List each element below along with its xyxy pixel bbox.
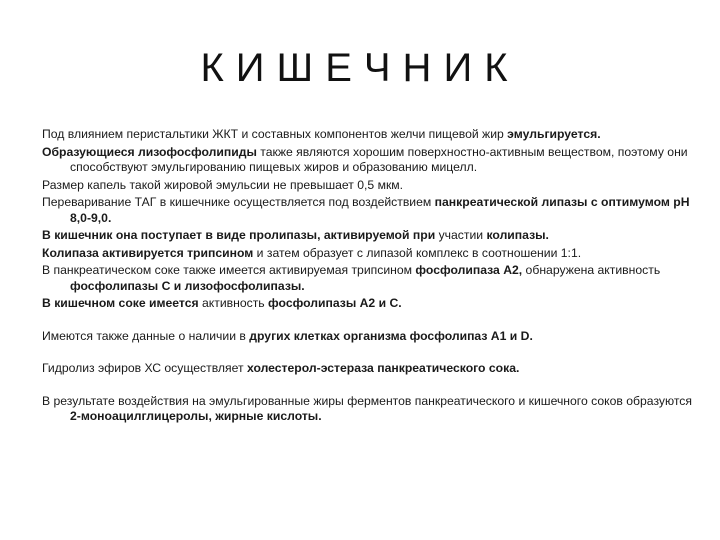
- paragraph: [42, 195, 692, 226]
- text-run: обнаружена активность: [522, 263, 661, 277]
- text-run-bold: В кишечник она поступает в виде: [42, 228, 250, 242]
- text-run: Переваривание ТАГ в кишечнике осуществляется под воздействием: [42, 195, 435, 209]
- text-run-bold: холестерол-эстераза панкреатического сока.: [246, 361, 520, 375]
- text-run-bold: Образующиеся лизофосфолипиды: [42, 144, 257, 159]
- text-run: Под влиянием перистальтики ЖКТ и составных компонентов желчи пищевой жир: [42, 127, 508, 141]
- paragraph: [42, 228, 692, 244]
- text-run: активность: [198, 296, 269, 310]
- text-run-bold: пролипазы, активируемой при: [249, 228, 436, 242]
- paragraph: [42, 296, 692, 312]
- text-run-bold: фосфолипазы С и лизофосфолипазы.: [70, 278, 305, 293]
- text-run: Размер капель такой жировой эмульсии не превышает 0,5 мкм.: [42, 177, 404, 192]
- text-run-bold: колипазы.: [486, 228, 549, 242]
- slide-title: КИШЕЧНИК: [200, 46, 520, 90]
- paragraph: [42, 145, 692, 176]
- text-run: участии: [435, 228, 487, 242]
- slide-content: [42, 127, 692, 427]
- paragraph: [42, 394, 692, 425]
- text-run-bold: В кишечном соке имеется: [42, 296, 199, 310]
- text-run-bold: фосфолипаза А2,: [415, 263, 523, 277]
- text-run-bold: панкреатической липазы с оптимумом рН 8,0-9,0.: [70, 195, 690, 225]
- paragraph: [42, 127, 692, 143]
- paragraph: [42, 361, 692, 377]
- paragraph: [42, 246, 692, 262]
- text-run: В результате воздействия на эмульгированные жиры ферментов панкреатического и кишечного соков образуются: [42, 393, 692, 408]
- text-run-bold: фосфолипазы А2 и С.: [268, 296, 402, 310]
- text-run-bold: 2-моноацилглицеролы, жирные кислоты.: [70, 409, 322, 423]
- text-run-bold: Колипаза активируется трипсином: [42, 245, 254, 260]
- text-run-bold: других клетках организма фосфолипаз А1 и D.: [249, 328, 533, 343]
- text-run-bold: эмульгируется.: [507, 127, 601, 141]
- text-run: В панкреатическом соке также имеется активируемая трипсином: [42, 263, 416, 277]
- text-run: Имеются также данные о наличии в: [42, 328, 250, 343]
- text-run: также являются хорошим поверхностно-активным веществом, поэтому они способствуют эмульгированию пищевых жиров и образованию мицелл.: [70, 144, 688, 174]
- paragraph: [42, 329, 692, 345]
- text-run: Гидролиз эфиров ХС осуществляет: [42, 361, 247, 375]
- text-run: и затем образует с липазой комплекс в соотношении 1:1.: [253, 245, 582, 260]
- paragraph: [42, 263, 692, 294]
- paragraph: [42, 178, 692, 194]
